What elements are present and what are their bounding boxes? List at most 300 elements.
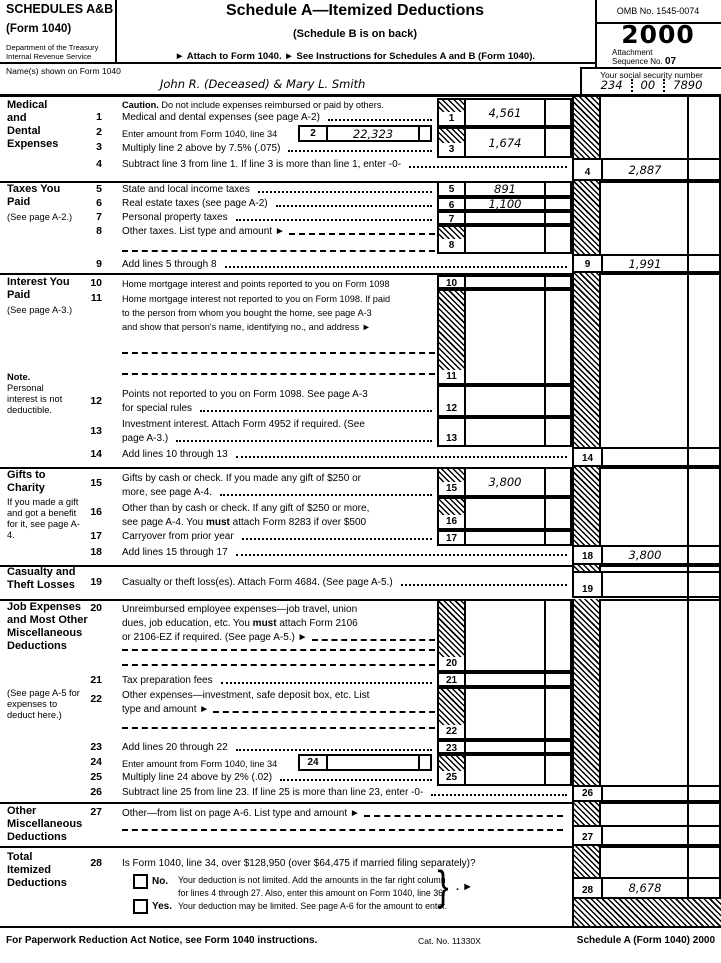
line-17-desc: Carryover from prior year [122,531,234,542]
line-11-amount-field[interactable] [466,291,544,383]
ssn-label: Your social security number [600,70,703,80]
line-20-writein[interactable] [312,639,435,641]
section-divider [0,467,721,469]
line-15-box [437,467,572,497]
line-12-row [122,401,435,415]
dotted-leader [225,266,567,268]
line-13-box [437,417,572,447]
spacer [574,573,601,583]
section-divider [0,94,721,97]
sequence-number: 07 [664,56,677,67]
yes-label: Yes. [152,901,173,912]
omb-number: OMB No. 1545-0074 [616,6,700,16]
dotted-leader [328,119,432,121]
line-12-box-number: 12 [439,402,464,415]
line-number-7: 7 [96,211,102,223]
line-14-row [122,447,570,461]
note-label: Note. [7,372,31,382]
line-5-cents-field[interactable] [544,183,570,195]
line-24-cents-field[interactable] [418,756,430,769]
line-10-amount-field[interactable] [466,277,544,287]
line-22-amount-field[interactable] [466,689,544,738]
line-6-cents-field[interactable] [544,199,570,209]
ssn-field[interactable] [582,79,721,92]
line-number-1: 1 [96,111,102,123]
line-17-cents-field[interactable] [544,532,570,544]
no-checkbox[interactable] [133,874,148,889]
line-14-box [572,447,721,467]
page-subtitle: (Schedule B is on back) [292,28,418,40]
line-22-writein-2[interactable] [122,727,435,729]
line-19-cents-field[interactable] [687,573,719,596]
line-7-cents-field[interactable] [544,213,570,223]
line-18-row [122,545,570,559]
line-16-amount-field[interactable] [466,499,544,528]
line-16-box [437,497,572,530]
line-20-row [122,630,435,644]
dotted-leader [431,794,567,796]
line-26-desc: Subtract line 25 from line 23. If line 25 is more than line 23, enter -0- [122,787,424,798]
line-14-box-number: 14 [574,452,601,465]
line-6-amount-field[interactable] [466,199,544,209]
hatch-strip [572,599,601,785]
name-value: John R. (Deceased) & Mary L. Smith [160,77,366,91]
line-20-box-number: 20 [439,657,464,670]
line-4-amount-field[interactable] [603,160,687,179]
line-9-box-number: 9 [574,258,601,271]
line-number-19: 19 [90,576,102,588]
line-25-box-number: 25 [439,771,464,784]
line-8-writein[interactable] [289,233,435,235]
line-20-desc-2a: dues, job education, etc. You [122,618,253,629]
line-5-box [437,181,572,197]
dotted-leader [236,456,567,458]
line-17-amount-field[interactable] [466,532,544,544]
line-3-box-number: 3 [439,143,464,156]
line-23-amount-field[interactable] [466,742,544,752]
section-note-taxes: (See page A-2.) [7,212,73,222]
section-divider [0,846,721,848]
yes-text: Your deduction may be limited. See page A-6 for the amount to enter. [178,901,448,911]
form-number: (Form 1040) [6,23,72,35]
line-26-box-number: 26 [574,787,601,800]
line-1-desc: Medical and dental expenses (see page A-2) [122,112,320,123]
line-2-cents-field[interactable] [418,127,430,140]
line-13-box-number: 13 [439,432,464,445]
line-number-21: 21 [90,674,102,686]
line-1-box-number: 1 [439,112,464,125]
line-4-box-number: 4 [574,166,601,179]
line-15-cents-field[interactable] [544,469,570,495]
line-26-box-frame [574,787,603,800]
hatch-strip [572,273,601,447]
line-4-box [572,158,721,181]
line-7-row [122,210,435,224]
line-11-box [437,289,572,385]
section-divider [0,802,721,804]
form-schedules-title: SCHEDULES A&B [6,2,114,16]
line-5-box-frame [439,183,466,195]
section-divider [0,565,721,567]
line-27-writein-2[interactable] [122,829,563,831]
no-text-2: for lines 4 through 27. Also, enter this amount on Form 1040, line 36. [178,888,446,898]
line-10-desc: Home mortgage interest and points reported to you on Form 1098 [122,279,390,289]
line-19-box [572,571,721,598]
hatch-strip-bottom [572,899,721,926]
line-6-box-number: 6 [439,199,464,209]
line-4-row [122,157,570,171]
line-20-writein-3[interactable] [122,664,435,666]
line-17-box-number: 17 [439,532,464,544]
line-26-box [572,785,721,802]
catalog-number: Cat. No. 11330X [418,936,481,946]
line-11-desc-2: to the person from whom you bought the home, see page A-3 [122,308,372,318]
dotted-leader [258,191,432,193]
line-28-box-number: 28 [574,884,601,897]
line-28-amount-field[interactable] [603,879,687,897]
line-20-box [437,599,572,672]
line-23-row [122,740,435,754]
line-21-desc: Tax preparation fees [122,675,213,686]
line-26-amount-field[interactable] [603,787,687,800]
line-28-cents-field[interactable] [687,879,719,897]
name-label: Name(s) shown on Form 1040 [6,66,121,76]
line-number-13: 13 [90,425,102,437]
note-text: Personal interest is not deductible. [7,383,63,415]
line-3-amount-value: 1,674 [488,135,522,150]
hatch [439,129,464,143]
line-18-box [572,545,721,565]
line-21-row [122,673,435,687]
section-note-job-expenses: (See page A-5 for expenses to deduct here.) [7,688,80,720]
hatch [439,469,464,482]
hatch [439,689,464,725]
line-9-row [122,257,570,271]
line-number-20: 20 [90,602,102,614]
line-number-3: 3 [96,141,102,153]
line-28-question: Is Form 1040, line 34, over $128,950 (over $64,475 if married filing separately)? [122,858,476,869]
irs-label: Internal Revenue Service [6,52,92,61]
line-3-box-frame [439,129,466,156]
line-17-row [122,529,435,543]
line-27-cents-field[interactable] [687,827,719,844]
divider [0,62,595,64]
yes-checkbox[interactable] [133,899,148,914]
line-20-cents-field[interactable] [544,601,570,670]
line-18-desc: Add lines 15 through 17 [122,547,228,558]
line-number-5: 5 [96,183,102,195]
dotted-leader [409,166,567,168]
line-28-amount-value: 8,678 [628,881,662,895]
line-9-desc: Add lines 5 through 8 [122,259,217,270]
line-10-box-frame [439,277,466,287]
line-19-box-frame [574,573,603,596]
line-13-desc-1: Investment interest. Attach Form 4952 if required. (See [122,419,365,430]
line-16-desc-2a: see page A-4. You [122,517,206,528]
line-8-box-frame [439,227,466,252]
line-18-amount-field[interactable] [603,547,687,563]
line-9-box-frame [574,256,603,271]
line-27-amount-field[interactable] [603,827,687,844]
attachment-label: Attachment [612,48,653,57]
line-21-cents-field[interactable] [544,674,570,685]
line-9-amount-value: 1,991 [628,256,662,271]
line-2-desc: Enter amount from Form 1040, line 34 [122,129,278,139]
line-13-amount-field[interactable] [466,419,544,445]
section-title-medical: Medical and Dental Expenses [7,99,59,150]
line-5-box-number: 5 [439,183,464,195]
dotted-leader [236,554,567,556]
tax-year: 2000 [621,20,695,49]
line-21-amount-field[interactable] [466,674,544,685]
line-8-row [122,224,435,238]
hatch-strip [572,802,601,825]
line-18-box-number: 18 [574,550,601,563]
section-note-interest: (See page A-3.) [7,305,73,315]
line-number-18: 18 [90,546,102,558]
brace: } [437,862,449,909]
line-10-cents-field[interactable] [544,277,570,287]
line-22-desc-1: Other expenses—investment, safe deposit box, etc. List [122,690,370,701]
dotted-leader [220,494,432,496]
line-22-desc-2: type and amount ► [122,704,210,715]
line-number-25: 25 [90,771,102,783]
line-22-box-frame [439,689,466,738]
dotted-leader [288,150,432,152]
line-number-2: 2 [96,126,102,138]
line-1-amount-field[interactable] [466,100,544,125]
dotted-leader [200,410,432,412]
line-11-box-number: 11 [439,370,464,383]
line-8-amount-field[interactable] [466,227,544,252]
line-24-box-number: 24 [300,756,328,769]
line-22-cents-field[interactable] [544,689,570,738]
line-20-desc-3: or 2106-EZ if required. (See page A-5.) ► [122,632,308,643]
no-label: No. [152,876,169,887]
line-20-desc-2b: attach Form 2106 [276,618,358,629]
line-21-box-number: 21 [439,674,464,685]
line-18-cents-field[interactable] [687,547,719,563]
line-26-cents-field[interactable] [687,787,719,800]
line-23-box-number: 23 [439,742,464,752]
line-15-desc-1: Gifts by cash or check. If you made any gift of $250 or [122,473,362,484]
line-25-amount-field[interactable] [466,756,544,784]
line-11-writein-2[interactable] [122,373,435,375]
sequence-label [612,57,676,66]
line-11-desc-1: Home mortgage interest not reported to you on Form 1098. If paid [122,294,391,304]
line-3-cents-field[interactable] [544,129,570,156]
section-title-other-misc: Other Miscellaneous Deductions [7,805,83,843]
line-7-desc: Personal property taxes [122,212,228,223]
line-27-writein[interactable] [364,815,563,817]
line-14-amount-field[interactable] [603,449,687,465]
line-number-8: 8 [96,225,102,237]
line-6-desc: Real estate taxes (see page A-2) [122,198,268,209]
line-27-box [572,825,721,846]
hatch [439,499,464,515]
line-8-writein-2[interactable] [122,250,435,252]
line-9-amount-field[interactable] [603,256,687,271]
line-5-row [122,182,435,196]
line-25-row [122,770,435,784]
line-19-box-number: 19 [574,583,601,596]
line-3-row [122,141,435,155]
line-3-box [437,127,572,158]
line-number-14: 14 [90,448,102,460]
line-number-6: 6 [96,197,102,209]
line-23-box [437,740,572,754]
line-10-box [437,275,572,289]
line-13-desc-2: page A-3.) [122,433,169,444]
line-13-box-frame [439,419,466,445]
ssn-part-1: 234 [600,78,623,92]
spacer [439,419,464,432]
line-5-amount-field[interactable] [466,183,544,195]
line-4-cents-field[interactable] [687,160,719,179]
attach-instruction: ► Attach to Form 1040. ► See Instructions for Schedules A and B (Form 1040). [174,51,536,62]
line-12-desc-2: for special rules [122,403,193,414]
line-12-amount-field[interactable] [466,387,544,415]
hatch [439,756,464,771]
line-9-cents-field[interactable] [687,256,719,271]
line-number-15: 15 [90,477,102,489]
ssn-part-3: 7890 [673,78,703,92]
hatch-strip [572,467,601,545]
line-4-amount-value: 2,887 [628,162,662,177]
line-14-cents-field[interactable] [687,449,719,465]
line-8-box-number: 8 [439,239,464,252]
hatch-strip [572,846,601,877]
line-1-box-frame [439,100,466,125]
dotted-leader [401,584,567,586]
line-8-cents-field[interactable] [544,227,570,252]
line-19-row [122,575,570,589]
line-1-cents-field[interactable] [544,100,570,125]
line-20-box-frame [439,601,466,670]
paperwork-notice: For Paperwork Reduction Act Notice, see Form 1040 instructions. [6,935,318,946]
line-7-amount-field[interactable] [466,213,544,223]
line-18-box-frame [574,547,603,563]
line-3-amount-field[interactable] [466,129,544,156]
line-17-box-frame [439,532,466,544]
line-22-box [437,687,572,740]
line-26-row [122,785,570,799]
line-2-amount-field[interactable] [328,127,418,140]
line-15-amount-value: 3,800 [488,475,522,489]
line-number-22: 22 [90,693,102,705]
line-15-box-number: 15 [439,482,464,495]
line-16-desc-2b: attach Form 8283 if over $500 [229,517,367,528]
caution-body: Do not include expenses reimbursed or paid by others. [161,100,384,110]
line-18-amount-value: 3,800 [628,548,662,562]
line-15-desc-2: more, see page A-4. [122,487,213,498]
line-2-amount-value: 22,323 [352,126,394,141]
line-number-11: 11 [90,292,102,304]
line-7-box-frame [439,213,466,223]
line-24-amount-field[interactable] [328,756,418,769]
line-16-desc-2 [122,516,366,529]
line-15-box-frame [439,469,466,495]
line-5-desc: State and local income taxes [122,184,250,195]
line-2-box-number: 2 [300,127,328,140]
line-12-cents-field[interactable] [544,387,570,415]
line-27-desc: Other—from list on page A-6. List type and amount ► [122,808,360,819]
line-16-box-number: 16 [439,515,464,528]
line-8-box [437,225,572,254]
line-20-writein-2[interactable] [122,649,435,651]
line-12-box [437,385,572,417]
section-title-taxes: Taxes You Paid [7,183,61,208]
line-13-cents-field[interactable] [544,419,570,445]
line-6-row [122,196,435,210]
section-title-interest: Interest You Paid [7,276,70,301]
section-title-total: Total Itemized Deductions [7,851,67,889]
dotted-leader [176,440,432,442]
line-15-row [122,485,435,499]
line-11-desc-3: and show that person's name, identifying no., and address ► [122,322,371,332]
line-11-cents-field[interactable] [544,291,570,383]
line-16-box-frame [439,499,466,528]
line-23-cents-field[interactable] [544,742,570,752]
line-25-box-frame [439,756,466,784]
line-5-amount-value: 891 [494,183,516,195]
hatch [439,227,464,239]
line-22-writein[interactable] [213,711,435,713]
line-number-4: 4 [96,158,102,170]
line-23-desc: Add lines 20 through 22 [122,742,228,753]
line-1-row [122,110,435,124]
line-4-desc: Subtract line 3 from line 1. If line 3 is more than line 1, enter -0- [122,159,402,170]
line-15-amount-field[interactable] [466,469,544,495]
line-14-box-frame [574,449,603,465]
line-19-amount-field[interactable] [603,573,687,596]
dotted-leader [242,538,432,540]
section-title-gifts: Gifts to Charity [7,469,46,494]
name-field[interactable] [160,78,365,92]
line-16-must: must [205,517,230,528]
line-13-row [122,431,435,445]
line-7-box [437,211,572,225]
line-25-cents-field[interactable] [544,756,570,784]
dotted-leader [280,779,432,781]
line-11-writein-1[interactable] [122,352,435,354]
section-divider [0,273,721,275]
line-20-amount-field[interactable] [466,601,544,670]
line-number-28: 28 [90,857,102,869]
line-7-box-number: 7 [439,213,464,223]
line-number-16: 16 [90,506,102,518]
line-8-desc: Other taxes. List type and amount ► [122,226,285,237]
page-title: Schedule A—Itemized Deductions [225,2,485,19]
dotted-leader [236,219,432,221]
dept-treasury: Department of the Treasury [6,43,99,52]
line-21-box-frame [439,674,466,685]
line-19-desc: Casualty or theft loss(es). Attach Form 4684. (See page A-5.) [122,577,393,588]
line-2-inline-box [298,125,432,142]
no-text-1: Your deduction is not limited. Add the amounts in the far right column [178,875,446,885]
hatch [439,601,464,657]
hatch [439,291,464,370]
line-number-27: 27 [90,806,102,818]
line-27-row [122,806,563,820]
line-28-box-frame [574,879,603,897]
line-16-cents-field[interactable] [544,499,570,528]
line-16-desc-1: Other than by cash or check. If any gift of $250 or more, [122,503,370,514]
line-4-box-frame [574,160,603,179]
section-title-casualty: Casualty and Theft Losses [7,566,76,591]
spacer [439,387,464,402]
line-3-desc: Multiply line 2 above by 7.5% (.075) [122,143,281,154]
